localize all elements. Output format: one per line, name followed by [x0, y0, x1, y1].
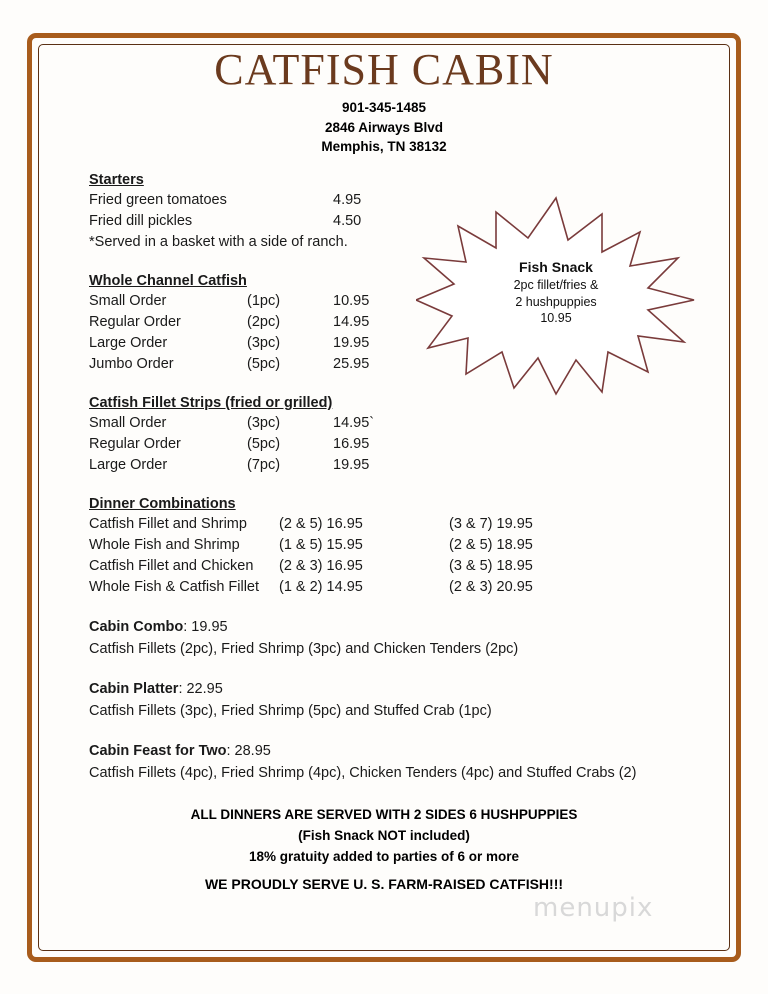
platter-name: Cabin Combo — [89, 619, 184, 635]
phone-number: 901-345-1485 — [341, 100, 427, 115]
starburst-title: Fish Snack — [519, 259, 593, 275]
item-qty: (5pc) — [247, 436, 281, 452]
item-name: Regular Order — [89, 436, 181, 452]
item-qty: (2pc) — [247, 314, 281, 330]
item-price: 4.50 — [333, 213, 362, 229]
footer-line-3: 18% gratuity added to parties of 6 or more — [248, 849, 520, 864]
starters-note: *Served in a basket with a side of ranch. — [89, 234, 348, 250]
combo-row — [89, 514, 689, 535]
platter-price: : 28.95 — [226, 743, 271, 759]
combo-row — [89, 535, 689, 556]
page-title: CATFISH CABIN — [214, 45, 554, 94]
item-name: Small Order — [89, 415, 167, 431]
menupix-watermark: menupix — [533, 893, 654, 923]
footer-line-1: ALL DINNERS ARE SERVED WITH 2 SIDES 6 HUSHPUPPIES — [190, 807, 578, 822]
starburst-price: 10.95 — [540, 311, 572, 325]
item-qty: (3pc) — [247, 335, 281, 351]
combo-price-right: (2 & 3) 20.95 — [449, 579, 533, 595]
combo-row — [89, 556, 689, 577]
item-qty: (7pc) — [247, 457, 281, 473]
footer-proud-statement: WE PROUDLY SERVE U. S. FARM-RAISED CATFISH!!! — [204, 876, 564, 892]
section-dinner-combinations — [89, 496, 689, 598]
platter-title — [89, 678, 689, 700]
platter-title — [89, 616, 689, 638]
item-name: Large Order — [89, 457, 168, 473]
section-heading-whole-channel-catfish: Whole Channel Catfish — [89, 273, 247, 289]
menu-row — [89, 312, 689, 333]
item-name: Fried dill pickles — [89, 213, 193, 229]
section-heading-starters: Starters — [89, 172, 144, 188]
combo-price-right: (3 & 7) 19.95 — [449, 516, 533, 532]
platter-name: Cabin Feast for Two — [89, 743, 227, 759]
item-qty: (5pc) — [247, 356, 281, 372]
section-heading-catfish-fillet-strips: Catfish Fillet Strips (fried or grilled) — [89, 395, 333, 411]
menu-row — [89, 354, 689, 375]
menu-row — [89, 190, 689, 211]
combo-row — [89, 577, 689, 598]
combo-price-left: (2 & 5) 16.95 — [279, 516, 363, 532]
platter-description: Catfish Fillets (4pc), Fried Shrimp (4pc), Chicken Tenders (4pc) and Stuffed Crabs (2) — [89, 765, 637, 781]
combo-name: Whole Fish & Catfish Fillet — [89, 579, 260, 595]
item-price: 10.95 — [333, 293, 370, 309]
item-price: 14.95` — [333, 415, 375, 431]
item-qty: (3pc) — [247, 415, 281, 431]
combo-price-left: (2 & 3) 16.95 — [279, 558, 363, 574]
menu-row — [89, 211, 689, 232]
item-name: Small Order — [89, 293, 167, 309]
combo-name: Catfish Fillet and Chicken — [89, 558, 254, 574]
menu-row — [89, 455, 689, 476]
platter-cabin-feast-for-two — [89, 740, 689, 784]
section-starters — [89, 172, 689, 253]
starburst-line-2: 2 hushpuppies — [515, 294, 597, 309]
menu-content — [89, 172, 689, 784]
section-heading-dinner-combinations: Dinner Combinations — [89, 496, 236, 512]
item-price: 19.95 — [333, 457, 370, 473]
item-price: 16.95 — [333, 436, 370, 452]
item-price: 4.95 — [333, 192, 362, 208]
platter-cabin-platter — [89, 678, 689, 722]
item-name: Jumbo Order — [89, 356, 174, 372]
platter-description: Catfish Fillets (3pc), Fried Shrimp (5pc) and Stuffed Crab (1pc) — [89, 703, 492, 719]
item-name: Regular Order — [89, 314, 181, 330]
section-whole-channel-catfish — [89, 273, 689, 375]
platter-description: Catfish Fillets (2pc), Fried Shrimp (3pc) and Chicken Tenders (2pc) — [89, 641, 519, 657]
address-line-2: Memphis, TN 38132 — [321, 139, 447, 154]
menu-row — [89, 291, 689, 312]
item-price: 19.95 — [333, 335, 370, 351]
combo-name: Catfish Fillet and Shrimp — [89, 516, 247, 532]
item-name: Fried green tomatoes — [89, 192, 227, 208]
combo-price-right: (2 & 5) 18.95 — [449, 537, 533, 553]
combo-price-left: (1 & 2) 14.95 — [279, 579, 363, 595]
footer-notes — [0, 804, 768, 867]
footer-line-2: (Fish Snack NOT included) — [298, 828, 470, 843]
contact-block — [0, 98, 768, 157]
platter-cabin-combo — [89, 616, 689, 660]
item-price: 14.95 — [333, 314, 370, 330]
platter-price: : 19.95 — [183, 619, 228, 635]
platter-name: Cabin Platter — [89, 681, 179, 697]
menu-row — [89, 333, 689, 354]
combo-name: Whole Fish and Shrimp — [89, 537, 240, 553]
item-qty: (1pc) — [247, 293, 281, 309]
menu-row — [89, 413, 689, 434]
menu-row — [89, 434, 689, 455]
platter-price: : 22.95 — [178, 681, 223, 697]
item-name: Large Order — [89, 335, 168, 351]
item-qty — [247, 211, 333, 232]
combo-price-right: (3 & 5) 18.95 — [449, 558, 533, 574]
item-qty — [247, 190, 333, 211]
section-catfish-fillet-strips — [89, 395, 689, 476]
address-line-1: 2846 Airways Blvd — [324, 119, 444, 135]
item-price: 25.95 — [333, 356, 370, 372]
platter-title — [89, 740, 689, 762]
starburst-line-1: 2pc fillet/fries & — [513, 278, 599, 292]
combo-price-left: (1 & 5) 15.95 — [279, 537, 363, 553]
